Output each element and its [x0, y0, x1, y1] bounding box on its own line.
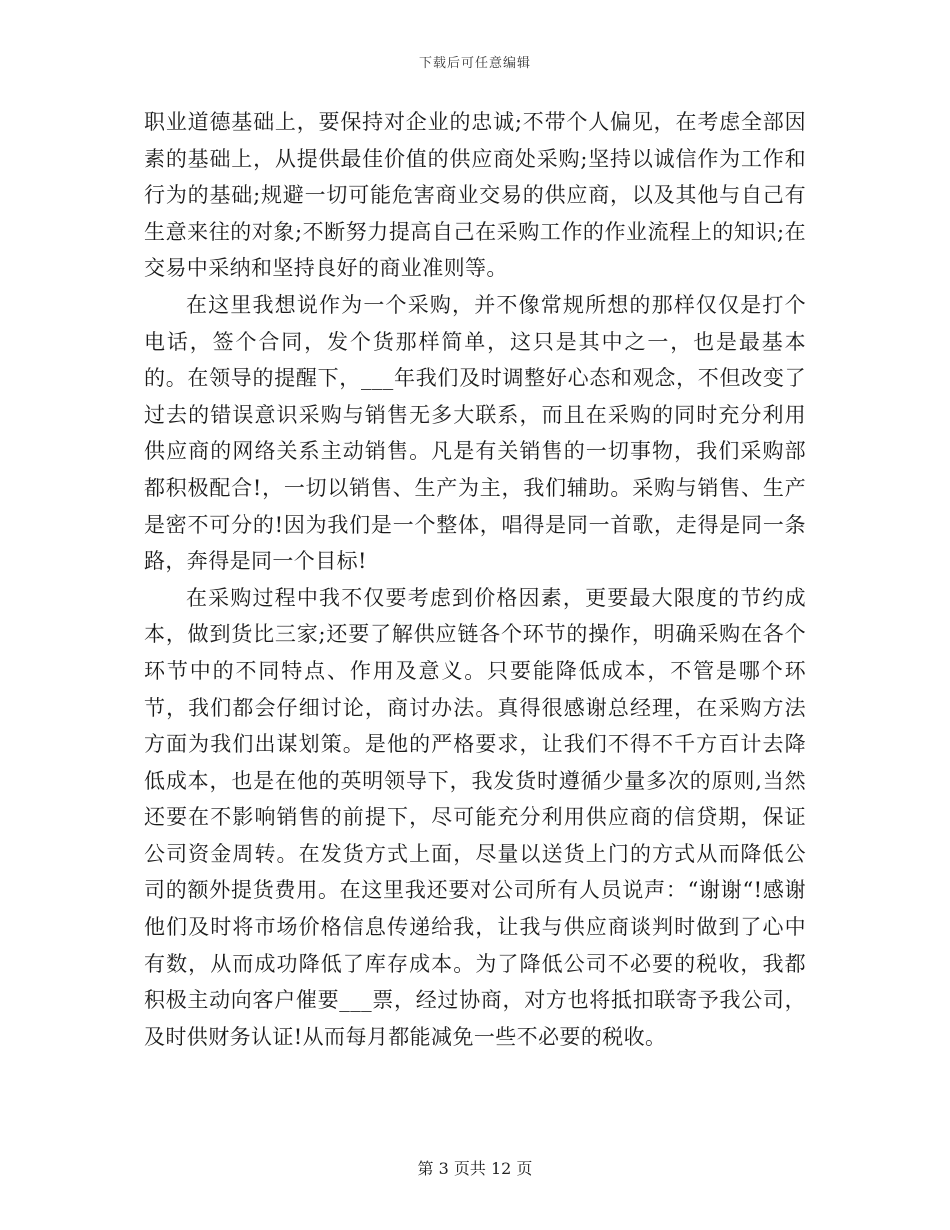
paragraph-3: 在采购过程中我不仅要考虑到价格因素，更要最大限度的节约成本，做到货比三家;还要了解供应链各个环节的操作，明确采购在各个环节中的不同特点、作用及意义。只要能降低成本，不管是哪个环节，我们都会仔细讨论，商讨办法。真得很感谢总经理，在采购方法方面为我们出谋划策。是他的严格要求，让我们不得不千方百计去降低成本，也是在他的英明领导下，我发货时遵循少量多次的原则,当然还要在不影响销售的前提下，尽可能充分利用供应商的信贷期，保证公司资金周转。在发货方式上面，尽量以送货上门的方式从而降低公司的额外提货费用。在这里我还要对公司所有人员说声：“谢谢“!感谢他们及时将市场价格信息传递给我，让我与供应商谈判时做到了心中有数，从而成功降低了库存成本。为了降低公司不必要的税收，我都积极主动向客户催要___票，经过协商，对方也将抵扣联寄予我公司，及时供财务认证!从而每月都能减免一些不必要的税收。	[144, 585, 806, 1049]
page-footer: 第 3 页共 12 页	[417, 1159, 533, 1178]
paragraph-2: 在这里我想说作为一个采购，并不像常规所想的那样仅仅是打个电话，签个合同，发个货那样简单，这只是其中之一，也是最基本的。在领导的提醒下，___年我们及时调整好心态和观念，不但改变了过去的错误意识采购与销售无多大联系，而且在采购的同时充分利用供应商的网络关系主动销售。凡是有关销售的一切事物，我们采购部都积极配合!，一切以销售、生产为主，我们辅助。采购与销售、生产是密不可分的!因为我们是一个整体，唱得是同一首歌，走得是同一条路，奔得是同一个目标!	[144, 292, 806, 574]
paragraph-1: 职业道德基础上，要保持对企业的忠诚;不带个人偏见，在考虑全部因素的基础上，从提供最佳价值的供应商处采购;坚持以诚信作为工作和行为的基础;规避一切可能危害商业交易的供应商，以及其他与自己有生意来往的对象;不断努力提高自己在采购工作的作业流程上的知识;在交易中采纳和坚持良好的商业准则等。	[144, 110, 806, 281]
document-body	[144, 104, 806, 1055]
page-header: 下载后可任意编辑	[418, 56, 531, 71]
